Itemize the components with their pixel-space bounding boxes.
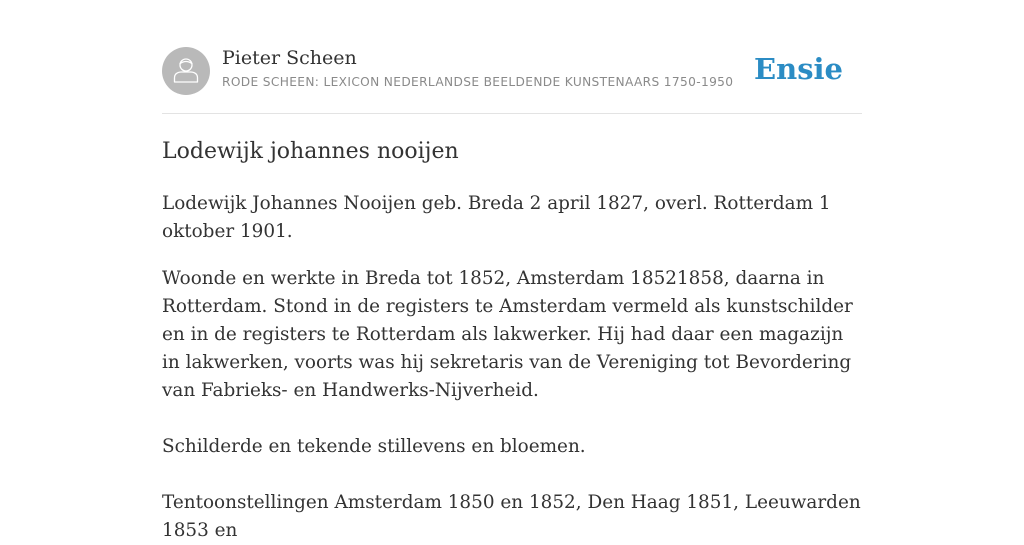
source-label[interactable]: RODE SCHEEN: LEXICON NEDERLANDSE BEELDENDE KUNSTENAARS 1750-1950 xyxy=(222,75,734,89)
header-divider xyxy=(162,113,862,114)
article-title: Lodewijk johannes nooijen xyxy=(162,139,459,164)
author-name[interactable]: Pieter Scheen xyxy=(222,47,357,69)
paragraph-career: Woonde en werkte in Breda tot 1852, Amsterdam 18521858, daarna in Rotterdam. Stond in de registers te Amsterdam vermeld als kunstschilder en in de registers te Rotterdam als lakwerker. Hij had daar een magazijn in lakwerken, voorts was hij sekretaris van de Vereniging tot Bevordering van Fabrieks- en Handwerks-Nijverheid. xyxy=(162,268,853,401)
paragraph-birth-death: Lodewijk Johannes Nooijen geb. Breda 2 april 1827, overl. Rotterdam 1 oktober 1901. xyxy=(162,193,831,242)
article-header xyxy=(162,46,862,96)
article-body xyxy=(162,190,862,545)
paragraph-exhibitions: Tentoonstellingen Amsterdam 1850 en 1852, Den Haag 1851, Leeuwarden 1853 en xyxy=(162,492,861,541)
author-avatar[interactable] xyxy=(162,47,210,95)
paragraph-subjects: Schilderde en tekende stillevens en bloemen. xyxy=(162,436,586,457)
ensie-logo[interactable]: Ensie xyxy=(754,52,843,86)
user-silhouette-icon xyxy=(162,47,210,95)
